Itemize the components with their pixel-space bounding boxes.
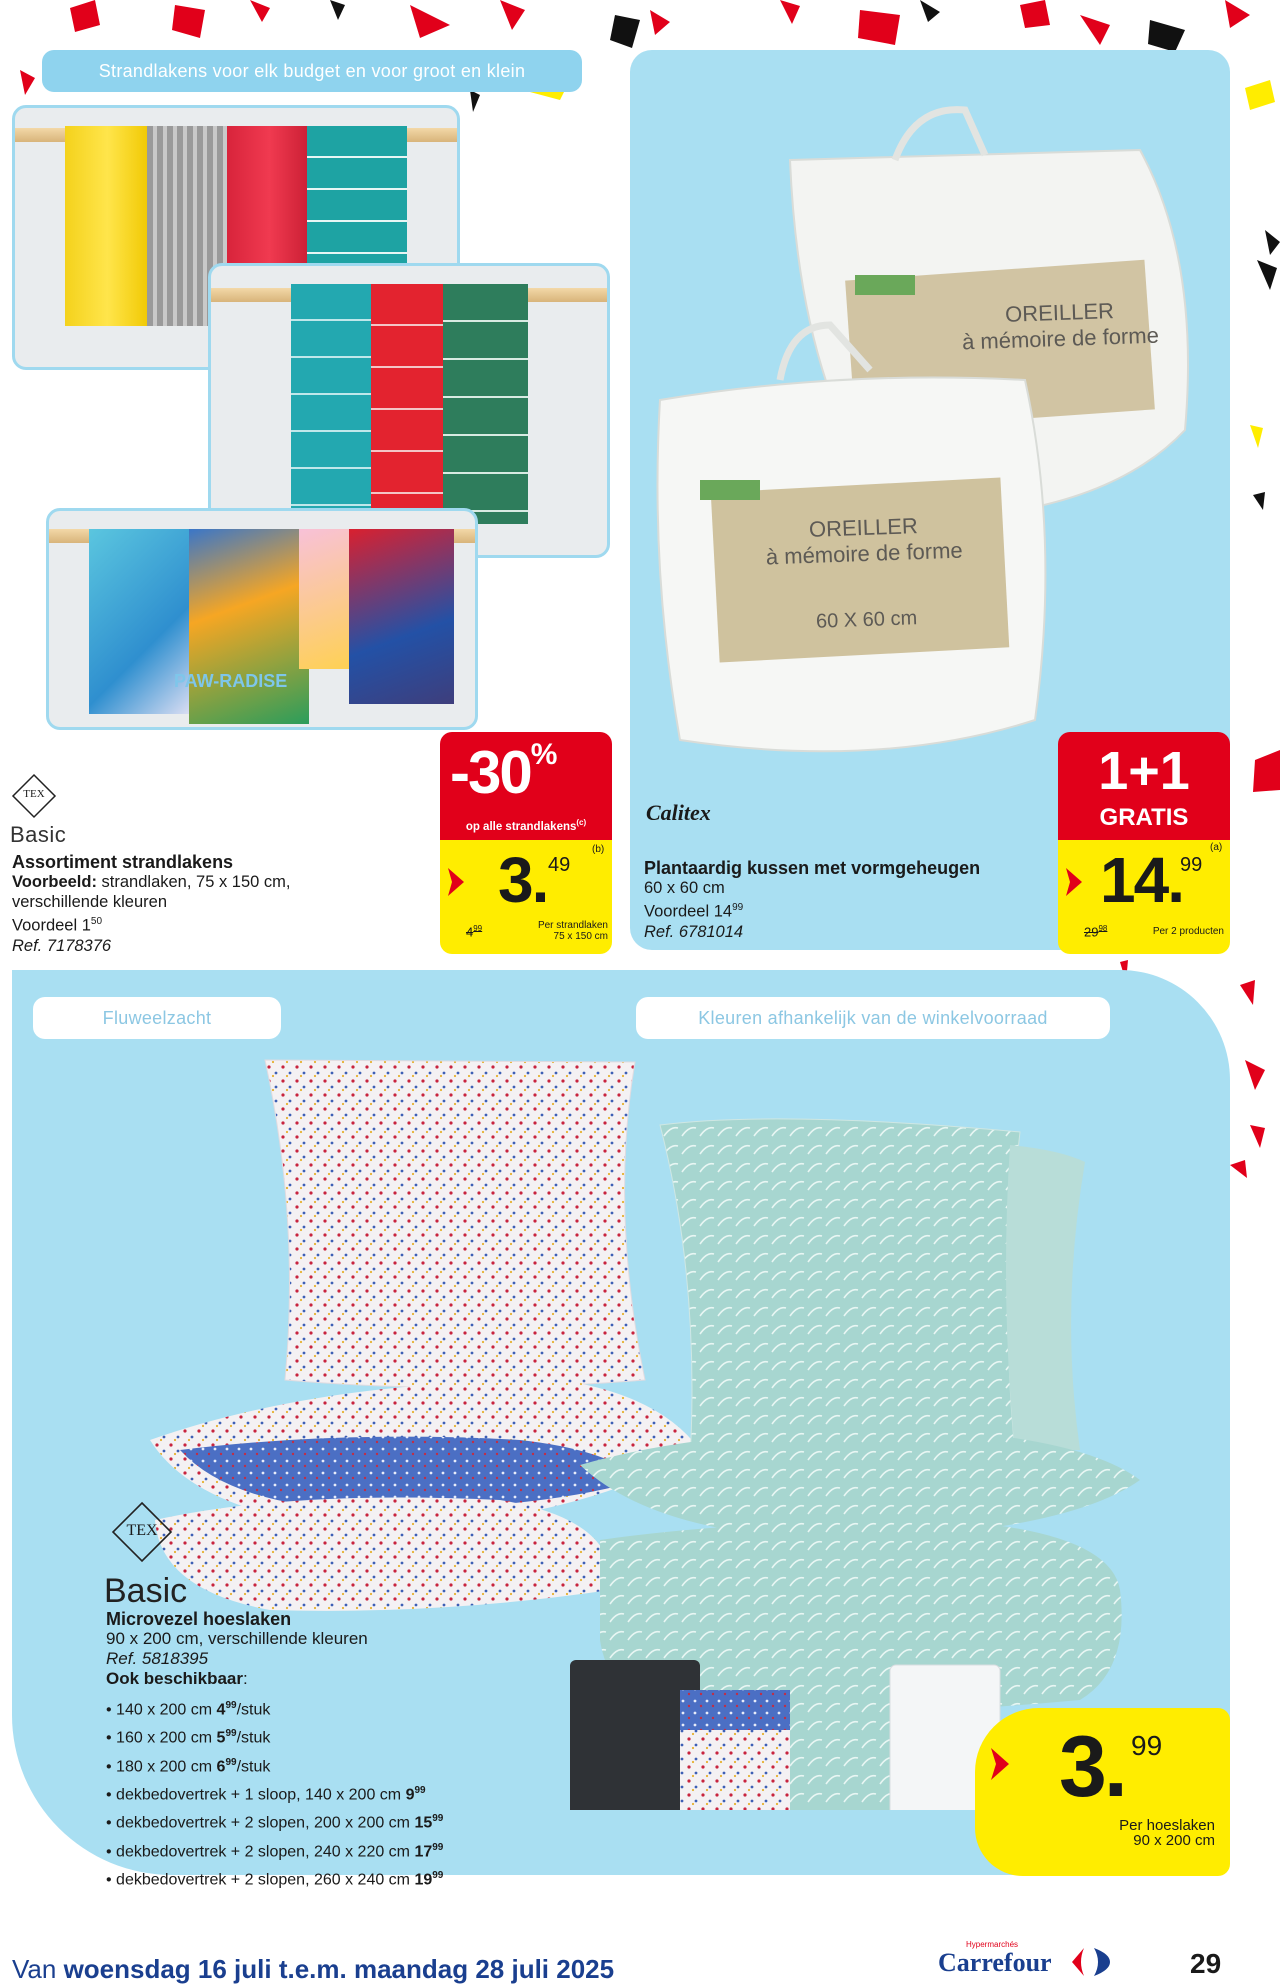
unit-label: Per 2 producten bbox=[1152, 926, 1224, 937]
brand-basic-label: Basic bbox=[104, 1572, 188, 1610]
list-item: • 160 x 200 cm $5^{99}$/stuk bbox=[106, 1728, 271, 1747]
bedding-details: Microvezel hoeslaken 90 x 200 cm, verschillende kleuren Ref. 5818395 Ook beschikbaar: bbox=[106, 1609, 526, 1689]
unit-label: Per hoeslaken 90 x 200 cm bbox=[1119, 1817, 1215, 1849]
bedding-options-list bbox=[106, 1694, 666, 1892]
price-cents: 49 bbox=[548, 854, 571, 876]
tag-stock-colors: Kleuren afhankelijk van de winkelvoorraad bbox=[636, 997, 1110, 1039]
page-number: 29 bbox=[1190, 1948, 1222, 1979]
pillow-details: Plantaardig kussen met vormgeheugen 60 x 60 cm Voordeel $14^{99}$ Ref. 6781014 bbox=[644, 858, 1044, 942]
list-item: • dekbedovertrek + 2 slopen, 240 x 220 cm $17^{99}$ bbox=[106, 1841, 444, 1860]
product-title: Plantaardig kussen met vormgeheugen bbox=[644, 858, 981, 878]
banner-headline: Strandlakens voor elk budget en voor groot en klein bbox=[98, 60, 526, 81]
chevron-right-icon bbox=[991, 1748, 1009, 1780]
chevron-right-icon bbox=[1066, 868, 1082, 896]
price-whole: 3. bbox=[1059, 1719, 1125, 1815]
chevron-right-icon bbox=[448, 868, 464, 896]
unit-label: Per strandlaken 75 x 150 cm bbox=[537, 920, 608, 942]
carrefour-logo-icon bbox=[1070, 1946, 1114, 1978]
brand-basic-label: Basic bbox=[10, 822, 67, 847]
tex-logo-icon: TEX bbox=[10, 772, 58, 820]
confetti-decoration-right bbox=[1225, 80, 1280, 1180]
tag-fluweelzacht: Fluweelzacht bbox=[33, 997, 281, 1039]
promo-1plus1: 1+1 bbox=[1098, 741, 1190, 801]
list-item: • dekbedovertrek + 2 slopen, 200 x 200 cm $15^{99}$ bbox=[106, 1813, 444, 1832]
pillow-price-badge: 1+1 GRATIS 14. 99 (a) $29^{98}$ Per 2 producten bbox=[1058, 732, 1230, 954]
list-item: • 140 x 200 cm $4^{99}$/stuk bbox=[106, 1700, 271, 1719]
list-item: • 180 x 200 cm $6^{99}$/stuk bbox=[106, 1756, 271, 1775]
kids-towel-print-label: PAW-RADISE bbox=[174, 671, 288, 691]
list-item: • dekbedovertrek + 1 sloop, 140 x 200 cm $9^{99}$ bbox=[106, 1784, 426, 1804]
carrefour-logo: Hypermarchés Carrefour bbox=[938, 1940, 1128, 1980]
product-title: Assortiment strandlakens bbox=[12, 852, 234, 872]
discount-value: -30 bbox=[450, 739, 531, 806]
list-item: • dekbedovertrek + 2 slopen, 260 x 240 cm $19^{99}$ bbox=[106, 1869, 444, 1889]
tex-logo-icon: TEX bbox=[110, 1500, 174, 1564]
calitex-logo: Calitex bbox=[646, 800, 711, 825]
price-whole: 3. bbox=[498, 844, 548, 916]
promo-period: Van woensdag 16 juli t.e.m. maandag 28 juli 2025 bbox=[12, 1954, 615, 1984]
beach-towel-banner bbox=[42, 50, 582, 92]
old-price: $29^{98}$ bbox=[1084, 924, 1108, 940]
pillow-package-label-2: OREILLER à mémoire de forme 60 X 60 cm bbox=[765, 513, 964, 633]
pillow-package-label-1: OREILLER à mémoire de forme bbox=[961, 298, 1160, 355]
price-whole: 14. bbox=[1100, 844, 1183, 916]
price-cents: 99 bbox=[1180, 854, 1203, 876]
pillow-photo bbox=[640, 100, 1200, 800]
beach-towel-price-badge: -30% op alle strandlakens$^{(c)}$ 3. 49 (b) $4^{99}$ Per strandlaken 75 x 150 cm bbox=[440, 732, 612, 954]
price-cents: 99 bbox=[1131, 1730, 1163, 1761]
kids-beach-towel-photo bbox=[46, 508, 478, 730]
promo-gratis: GRATIS bbox=[1099, 804, 1189, 831]
old-price: $4^{99}$ bbox=[466, 924, 483, 940]
product-title: Microvezel hoeslaken bbox=[106, 1609, 292, 1629]
bedding-price-badge bbox=[975, 1708, 1230, 1876]
beach-towel-details: Assortiment strandlakens Voorbeeld: strandlaken, 75 x 150 cm, verschillende kleuren Voordeel $1^{50}$ Ref. 7178376 bbox=[12, 852, 342, 956]
